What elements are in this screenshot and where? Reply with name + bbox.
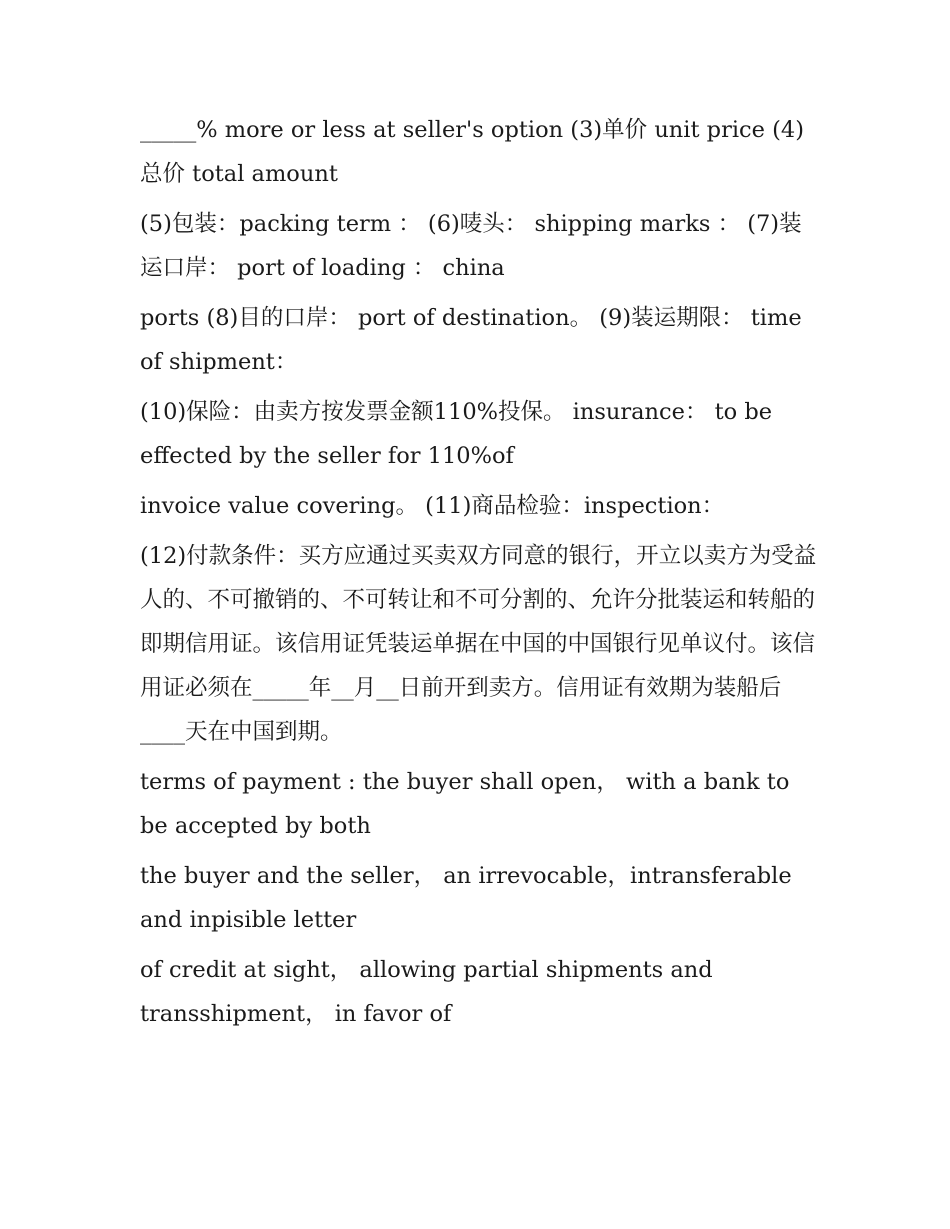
paragraph-packing-marks-loading: (5)包装：packing term ： (6)唛头： shipping marks ： (7)装运口岸： port of loading ： china	[140, 211, 802, 281]
paragraph-payment-terms-cn: (12)付款条件：买方应通过买卖双方同意的银行，开立以卖方为受益人的、不可撤销的、不可转让和不可分割的、允许分批装运和转船的即期信用证。该信用证凭装运单据在中国的中国银行见单议付。该信用证必须在_____年__月__日前开到卖方。信用证有效期为装船后____天在中国到期。	[140, 543, 817, 745]
paragraph-payment-terms-en-2: the buyer and the seller， an irrevocable，intransferable and inpisible letter	[140, 863, 792, 933]
paragraph-insurance: (10)保险：由卖方按发票金额110%投保。 insurance： to be effected by the seller for 110%of	[140, 399, 773, 469]
paragraph-inspection: invoice value covering。 (11)商品检验：inspection：	[140, 493, 725, 519]
document-page	[140, 108, 820, 1042]
paragraph-quantity-price: _____% more or less at seller's option (3)单价 unit price (4)总价 total amount	[140, 117, 804, 187]
paragraph-destination-shipment: ports (8)目的口岸： port of destination。 (9)装运期限： time of shipment：	[140, 305, 802, 375]
paragraph-payment-terms-en-1: terms of payment : the buyer shall open， with a bank to be accepted by both	[140, 769, 790, 839]
paragraph-payment-terms-en-3: of credit at sight， allowing partial shipments and transshipment， in favor of	[140, 957, 713, 1027]
